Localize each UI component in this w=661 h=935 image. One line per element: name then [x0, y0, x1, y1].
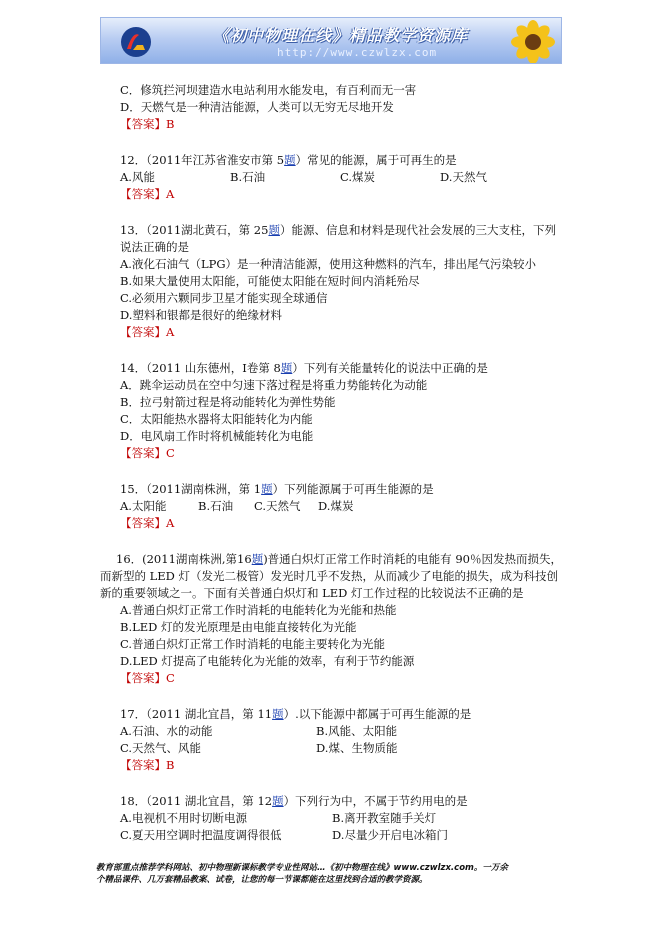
question-stem: 14．（2011 山东德州，Ⅰ卷第 8题）下列有关能量转化的说法中正确的是 — [120, 361, 488, 375]
question-link[interactable]: 题 — [272, 707, 284, 721]
option-c: C．修筑拦河坝建造水电站利用水能发电，有百利而无一害 — [120, 83, 417, 97]
question-17 — [120, 706, 560, 774]
answer-label: 【答案】C — [120, 446, 175, 460]
option-a: A.太阳能 — [120, 499, 167, 513]
option-a: A.普通白炽灯正常工作时消耗的电能转化为光能和热能 — [120, 603, 397, 617]
question-stem: 12．（2011年江苏省淮安市第 5题）常见的能源，属于可再生的是 — [120, 153, 457, 167]
question-stem: 13．（2011湖北黄石，第 25题）能源、信息和材料是现代社会发展的三大支柱，下列 — [120, 223, 556, 237]
answer-label: 【答案】C — [120, 671, 175, 685]
banner-title: 《初中物理在线》精品教学资源库 — [213, 26, 469, 45]
question-11-tail — [120, 82, 560, 133]
option-b: B.离开教室随手关灯 — [332, 811, 437, 825]
option-row — [120, 810, 560, 827]
page-footer — [96, 862, 586, 886]
question-link[interactable]: 题 — [251, 552, 264, 566]
question-stem: 18．（2011 湖北宜昌，第 12题）下列行为中，不属于节约用电的是 — [120, 794, 468, 808]
option-row — [120, 498, 560, 515]
option-d: D.天然气 — [440, 170, 487, 184]
question-stem: 15．（2011湖南株洲，第 1题）下列能源属于可再生能源的是 — [120, 482, 434, 496]
option-row — [120, 827, 560, 844]
footer-line-1: 教育部重点推荐学科网站、初中物理新课标教学专业性网站…《初中物理在线》www.czwlzx.com。一万余 — [96, 863, 508, 873]
question-14 — [120, 360, 560, 462]
answer-label: 【答案】A — [120, 325, 175, 339]
option-b: B.石油 — [198, 499, 234, 513]
question-stem-line3: 新的重要领域之一。下面有关普通白炽灯和 LED 灯工作过程的比较说法不正确的是 — [100, 586, 524, 600]
answer-label: 【答案】B — [120, 758, 175, 772]
option-a: A.液化石油气（LPG）是一种清洁能源，使用这种燃料的汽车，排出尾气污染较小 — [120, 257, 537, 271]
option-c: C.普通白炽灯正常工作时消耗的电能主要转化为光能 — [120, 637, 386, 651]
question-link[interactable]: 题 — [280, 361, 293, 375]
site-logo — [119, 25, 153, 59]
option-d: D.LED 灯提高了电能转化为光能的效率，有利于节约能源 — [120, 654, 415, 668]
question-link[interactable]: 题 — [268, 223, 280, 237]
answer-label: 【答案】A — [120, 516, 175, 530]
option-c: C.必须用六颗同步卫星才能实现全球通信 — [120, 291, 328, 305]
option-a: A．跳伞运动员在空中匀速下落过程是将重力势能转化为动能 — [120, 378, 428, 392]
option-d: D.煤、生物质能 — [316, 741, 398, 755]
option-row — [120, 169, 560, 186]
option-b: B.LED 灯的发光原理是由电能直接转化为光能 — [120, 620, 357, 634]
question-link[interactable]: 题 — [261, 482, 273, 496]
option-a: A.石油、水的动能 — [120, 724, 213, 738]
question-list — [100, 82, 562, 844]
question-link[interactable]: 题 — [284, 153, 296, 167]
answer-label: 【答案】A — [120, 187, 175, 201]
option-d: D．电风扇工作时将机械能转化为电能 — [120, 429, 314, 443]
option-c: C．太阳能热水器将太阳能转化为内能 — [120, 412, 313, 426]
option-a: A.风能 — [120, 170, 155, 184]
answer-label: 【答案】B — [120, 117, 175, 131]
option-c: C.夏天用空调时把温度调得很低 — [120, 828, 282, 842]
question-stem-line2: 说法正确的是 — [120, 240, 189, 254]
option-row — [120, 723, 560, 740]
question-13 — [120, 222, 560, 341]
sunflower-icon — [495, 20, 555, 64]
option-d: D．天燃气是一种清洁能源，人类可以无穷无尽地开发 — [120, 100, 394, 114]
option-a: A.电视机不用时切断电源 — [120, 811, 247, 825]
option-b: B．拉弓射箭过程是将动能转化为弹性势能 — [120, 395, 336, 409]
option-c: C.天然气、风能 — [120, 741, 202, 755]
option-row — [120, 740, 560, 757]
question-link[interactable]: 题 — [272, 794, 284, 808]
option-d: D.煤炭 — [318, 499, 354, 513]
question-stem-line2: 而新型的 LED 灯（发光二极管）发光时几乎不发热，从而减少了电能的损失，成为科技创 — [100, 569, 559, 583]
footer-line-2: 个精品课件、几万套精品教案、试卷，让您的每一节课都能在这里找到合适的教学资源。 — [96, 875, 428, 885]
question-16 — [100, 551, 562, 687]
question-stem: 16．(2011湖南株洲,第16题)普通白炽灯正常工作时消耗的电能有 90％因发热而损失， — [116, 552, 562, 566]
option-b: B.如果大量使用太阳能，可能使太阳能在短时间内消耗殆尽 — [120, 274, 420, 288]
option-d: D.塑料和银都是很好的绝缘材料 — [120, 308, 282, 322]
header-banner — [100, 17, 562, 64]
banner-url[interactable]: http://www.czwlzx.com — [277, 46, 438, 59]
option-d: D.尽量少开启电冰箱门 — [332, 828, 448, 842]
option-c: C.煤炭 — [340, 170, 376, 184]
option-b: B.风能、太阳能 — [316, 724, 398, 738]
option-c: C.天然气 — [254, 499, 301, 513]
question-12 — [120, 152, 560, 203]
question-18 — [120, 793, 560, 844]
question-stem: 17．（2011 湖北宜昌，第 11题）.以下能源中都属于可再生能源的是 — [120, 707, 472, 721]
option-b: B.石油 — [230, 170, 266, 184]
question-15 — [120, 481, 560, 532]
